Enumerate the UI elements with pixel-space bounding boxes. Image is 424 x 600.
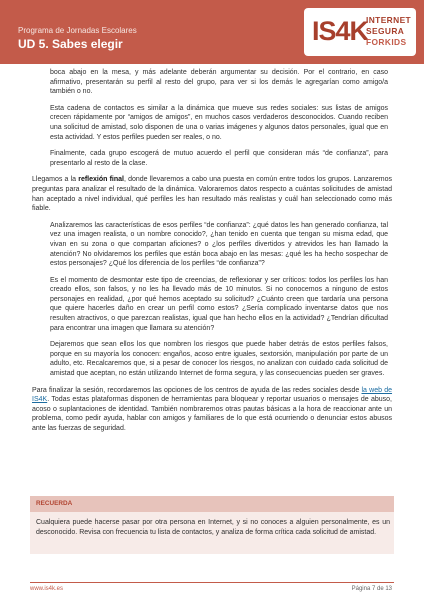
paragraph-8 (32, 386, 392, 434)
reflexion-final-emphasis: reflexión final (78, 176, 124, 184)
paragraph-5: Analizaremos las características de esos perfiles “de confianza”: ¿qué datos les han generado confianza, tal vez una imagen realista, o un nombre conocido?, ¿han tenido en cuenta que tengan su misma edad, que vivan en su zona o que compartan aficiones? o ¿los perfiles divertidos y atrevidos les han llamado la atención? No olvidaremos los perfiles que están boca abajo en las mesas: ¿qué les ha hecho sospechar de estos personajes? ¿Qué los diferencia de los perfiles “de confianza”? (50, 221, 388, 268)
recuerda-callout (30, 496, 394, 554)
logo-forkids: FORKIDS (366, 37, 407, 47)
footer-divider (30, 582, 394, 583)
recuerda-title: RECUERDA (30, 496, 394, 512)
paragraph-3: Finalmente, cada grupo escogerá de mutuo acuerdo el perfil que consideran más “de confianza”, para presentarlo al resto de la clase. (50, 150, 388, 167)
paragraph-8-rest: . Todas estas plataformas disponen de herramientas para bloquear y reportar usuarios o mensajes de abuso, acoso o suplantaciones de identidad. También nombraremos otras pautas básicas a la hora de reaccionar ante un problema, como pedir ayuda, hablar con amigos y familiares de lo que está ocurriendo o denunciar estos abusos ante las fuerzas de seguridad. (32, 396, 392, 432)
logo-segura: SEGURA (366, 26, 405, 36)
paragraph-7: Dejaremos que sean ellos los que nombren los riesgos que puede haber detrás de estos perfiles falsos, porque en su mayoría los conocen: engaños, acoso entre iguales, sextorsión, manipulación por parte de un adulto, etc. Recalcaremos que, si a pesar de conocer los riesgos, no analizan con cuidado cada solicitud de amistad que aceptan, no están utilizando Internet de forma segura, y las consecuencias pueden ser graves. (50, 341, 388, 378)
is4k-logo (304, 8, 416, 56)
paragraph-8-intro: Para finalizar la sesión, recordaremos las opciones de los centros de ayuda de las redes sociales desde (32, 386, 362, 394)
page-number: Página 7 de 13 (351, 586, 392, 592)
paragraph-4-rest: , donde llevaremos a cabo una puesta en común entre todos los grupos. Lanzaremos preguntas para analizar el resultado de la dinámica. Valoraremos datos respecto a cuántas solicitudes de amistad han aceptado a nivel individual, qué perfiles les han resultado más realistas y cuál han seleccionado como más fiable. (32, 176, 393, 213)
paragraph-4-intro: Llegamos a la (32, 176, 79, 184)
logo-internet: INTERNET (366, 15, 412, 25)
paragraph-1: boca abajo en la mesa, y más adelante deberán argumentar su decisión. Por el contrario, en caso afirmativo, presentarán su perfil al resto del grupo, para ver si los demás le agregarían como amigo/a también o no. (50, 69, 388, 96)
footer-website-link[interactable]: www.is4k.es (30, 586, 64, 592)
page-header (0, 0, 424, 64)
logo-wordmark (366, 15, 411, 48)
is4k-web-link[interactable]: la web de IS4K (32, 386, 393, 404)
paragraph-2: Esta cadena de contactos es similar a la dinámica que mueve sus redes sociales: sus listas de amigos crecen rápidamente por “amigos de amigos”, en muchos casos verdaderos desconocidos. Cuando reciben una solicitud de amistad, solo disponen de una o varias imágenes y algunos datos personales, igual que en esta actividad. Y estos perfiles pueden ser reales, o no. (50, 104, 388, 141)
unit-title: UD 5. Sabes elegir (18, 37, 123, 51)
document-body (32, 68, 392, 441)
recuerda-text: Cualquiera puede hacerse pasar por otra persona en Internet, y si no conoces a alguien personalmente, es un desconocido. Revisa con frecuencia tu lista de contactos, y analiza de forma crítica cada solicitud de amistad. (36, 519, 390, 536)
paragraph-6: Es el momento de desmontar este tipo de creencias, de reflexionar y ser críticos: todos los perfiles los han creado ellos, son falsos, y no les ha llevado más de 10 minutos. Si no conocemos a ninguno de estos personajes en realidad, ¿por qué hemos aceptado su solicitud? ¿Cuánto creen que tardaría una persona que quiere hacerles daño en crear un perfil como estos? ¿Sería complicado inventarse datos que nos resulten atractivos, o que parezcan realistas, igual que han hecho ellos en la actividad? ¿Tendrían dificultad para encontrar una imagen que llamara su atención? (50, 276, 388, 332)
logo-is4k-text: IS4K (312, 16, 369, 46)
program-title: Programa de Jornadas Escolares (18, 26, 137, 35)
paragraph-4 (32, 175, 392, 213)
